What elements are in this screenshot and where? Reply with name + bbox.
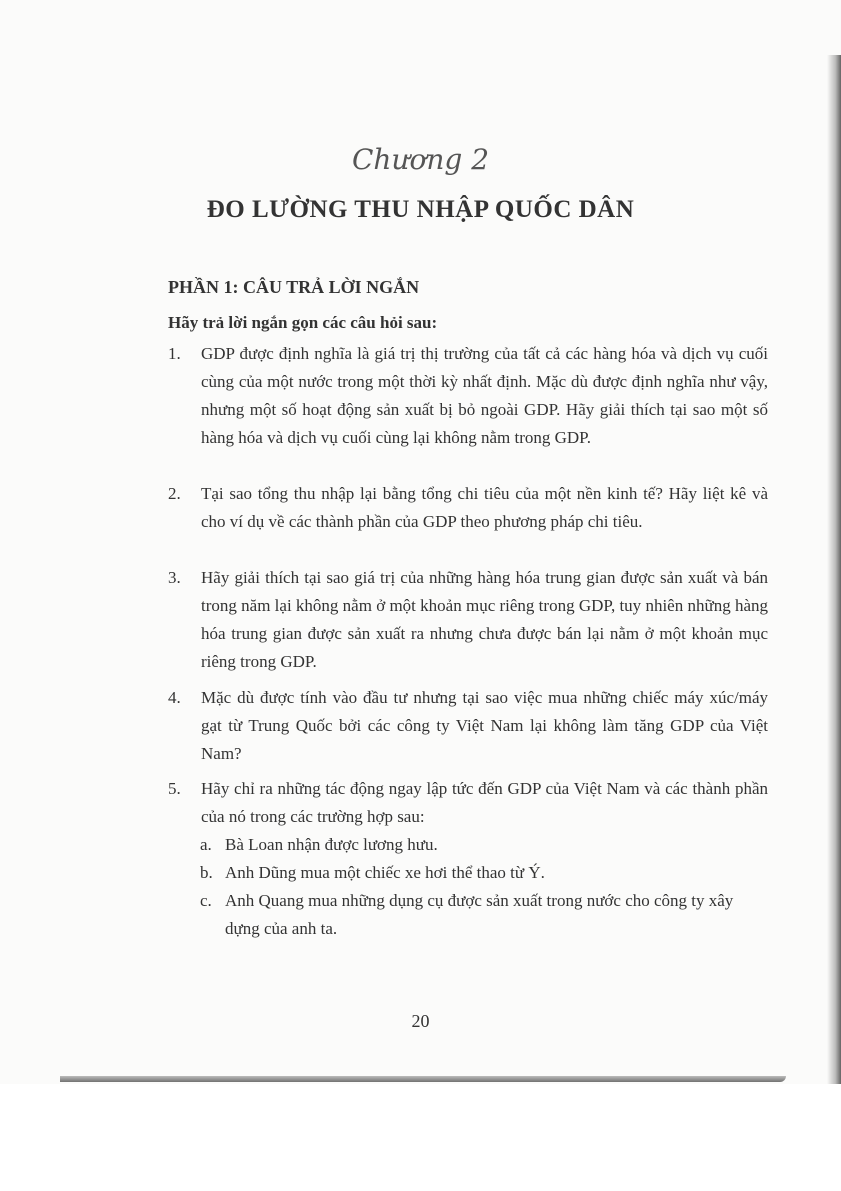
scan-background — [0, 1084, 841, 1191]
question-text: GDP được định nghĩa là giá trị thị trường của tất cả các hàng hóa và dịch vụ cuối cùng của một nước trong một thời kỳ nhất định. Mặc dù được định nghĩa như vậy, nhưng một số hoạt động sản xuất bị bỏ ngoài GDP. Hãy giải thích tại sao một số hàng hóa và dịch vụ cuối cùng lại không nằm trong GDP. — [201, 344, 768, 447]
sub-item-text: Anh Dũng mua một chiếc xe hơi thể thao từ Ý. — [225, 863, 545, 882]
question-number: 5. — [168, 779, 181, 798]
page-edge-shadow — [827, 55, 841, 1085]
sub-item-letter: c. — [200, 891, 212, 910]
question-1 — [168, 340, 768, 452]
question-number: 4. — [168, 688, 181, 707]
question-text: Tại sao tổng thu nhập lại bằng tổng chi tiêu của một nền kinh tế? Hãy liệt kê và cho ví dụ về các thành phần của GDP theo phương pháp chi tiêu. — [201, 484, 768, 531]
question-5 — [168, 775, 768, 831]
question-text: Hãy giải thích tại sao giá trị của những hàng hóa trung gian được sản xuất và bán trong năm lại không nằm ở một khoản mục riêng trong GDP, tuy nhiên những hàng hóa trung gian được sản xuất ra nhưng chưa được bán lại nằm ở một khoản mục riêng trong GDP. — [201, 568, 768, 671]
question-3 — [168, 564, 768, 676]
sub-item-text: Anh Quang mua những dụng cụ được sản xuất trong nước cho công ty xây dựng của anh ta. — [225, 891, 734, 938]
sub-item-letter: a. — [200, 835, 212, 854]
question-text: Mặc dù được tính vào đầu tư nhưng tại sao việc mua những chiếc máy xúc/máy gạt từ Trung Quốc bởi các công ty Việt Nam lại không làm tăng GDP của Việt Nam? — [201, 688, 768, 763]
page-number: 20 — [411, 1011, 430, 1031]
instruction: Hãy trả lời ngắn gọn các câu hỏi sau: — [168, 313, 438, 332]
chapter-title: ĐO LƯỜNG THU NHẬP QUỐC DÂN — [206, 196, 635, 223]
question-number: 1. — [168, 344, 181, 363]
sub-item-letter: b. — [200, 863, 213, 882]
sub-item-a — [200, 831, 770, 859]
sub-item-b — [200, 859, 770, 887]
question-2 — [168, 480, 768, 536]
question-number: 3. — [168, 568, 181, 587]
sub-item-c — [200, 887, 770, 943]
part-title: PHẦN 1: CÂU TRẢ LỜI NGẮN — [168, 277, 420, 297]
chapter-label: Chương 2 — [351, 143, 490, 176]
question-4 — [168, 684, 768, 768]
sub-item-text: Bà Loan nhận được lương hưu. — [225, 835, 438, 854]
question-number: 2. — [168, 484, 181, 503]
sub-item-list — [200, 831, 770, 943]
page-bottom-edge — [60, 1076, 786, 1082]
question-text: Hãy chỉ ra những tác động ngay lập tức đến GDP của Việt Nam và các thành phần của nó trong các trường hợp sau: — [201, 779, 768, 826]
